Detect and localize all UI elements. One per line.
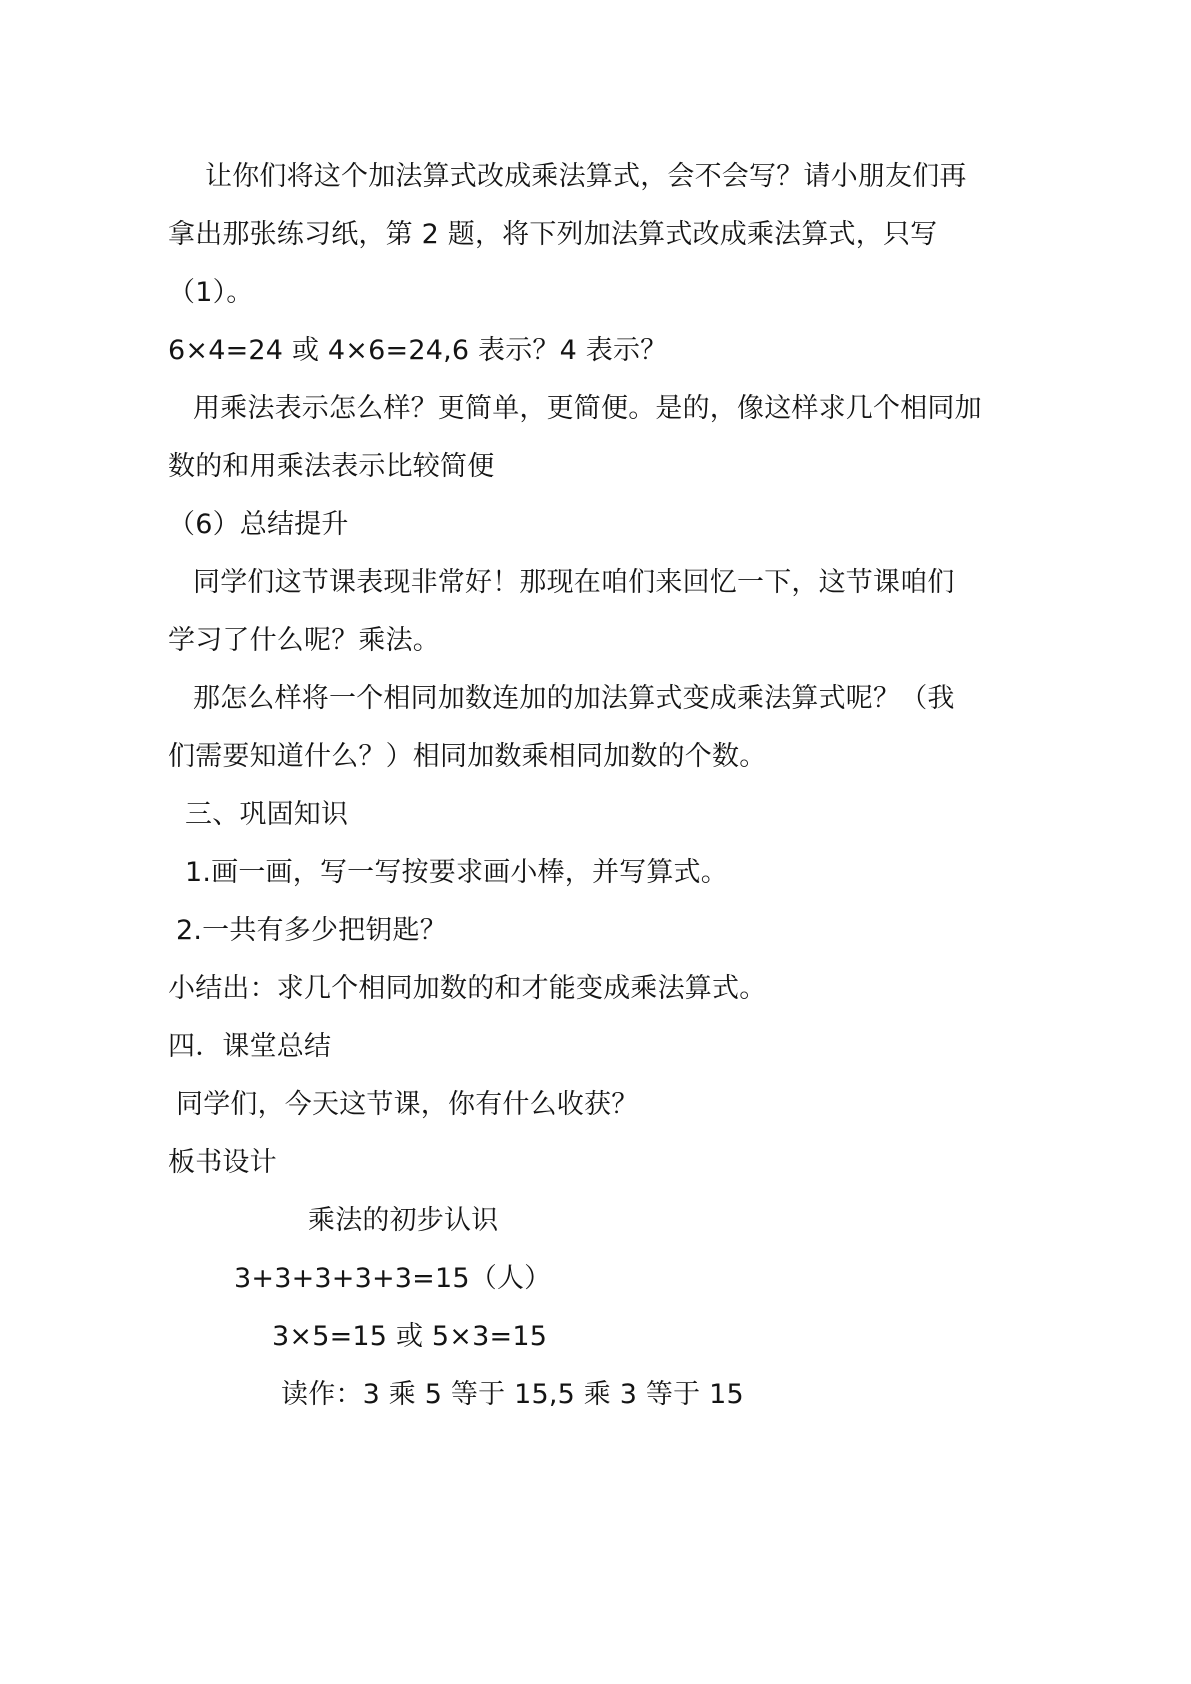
section-heading: 板书设计 (168, 1147, 277, 1178)
equation-line: 6×4=24 或 4×6=24,6 表示？4 表示？ (168, 335, 668, 366)
paragraph-line: 数的和用乘法表示比较简便 (168, 451, 495, 482)
board-equation: 3×5=15 或 5×3=15 (272, 1321, 548, 1352)
section-heading: 三、巩固知识 (185, 799, 349, 830)
section-heading: 四．课堂总结 (168, 1031, 332, 1062)
paragraph-line: 同学们，今天这节课，你有什么收获？ (176, 1089, 639, 1120)
paragraph-line: 那怎么样将一个相同加数连加的加法算式变成乘法算式呢？（我 (193, 683, 955, 714)
paragraph-line: 们需要知道什么？）相同加数乘相同加数的个数。 (168, 741, 767, 772)
paragraph-line: 拿出那张练习纸，第 2 题，将下列加法算式改成乘法算式，只写 (168, 219, 938, 250)
paragraph-line: 用乘法表示怎么样？更简单，更简便。是的，像这样求几个相同加 (193, 393, 982, 424)
board-reading: 读作：3 乘 5 等于 15,5 乘 3 等于 15 (281, 1379, 744, 1410)
paragraph-line: 学习了什么呢？乘法。 (168, 625, 440, 656)
paragraph-line: （1）。 (168, 277, 254, 308)
board-title: 乘法的初步认识 (308, 1205, 499, 1236)
list-item: 2.一共有多少把钥匙？ (176, 915, 447, 946)
list-item: 1.画一画，写一写按要求画小棒，并写算式。 (185, 857, 728, 888)
paragraph-line: 同学们这节课表现非常好！那现在咱们来回忆一下，这节课咱们 (193, 567, 955, 598)
board-equation: 3+3+3+3+3=15（人） (234, 1263, 552, 1294)
section-heading: （6）总结提升 (168, 509, 349, 540)
paragraph-line: 小结出：求几个相同加数的和才能变成乘法算式。 (168, 973, 767, 1004)
paragraph-line: 让你们将这个加法算式改成乘法算式，会不会写？请小朋友们再 (205, 161, 967, 192)
